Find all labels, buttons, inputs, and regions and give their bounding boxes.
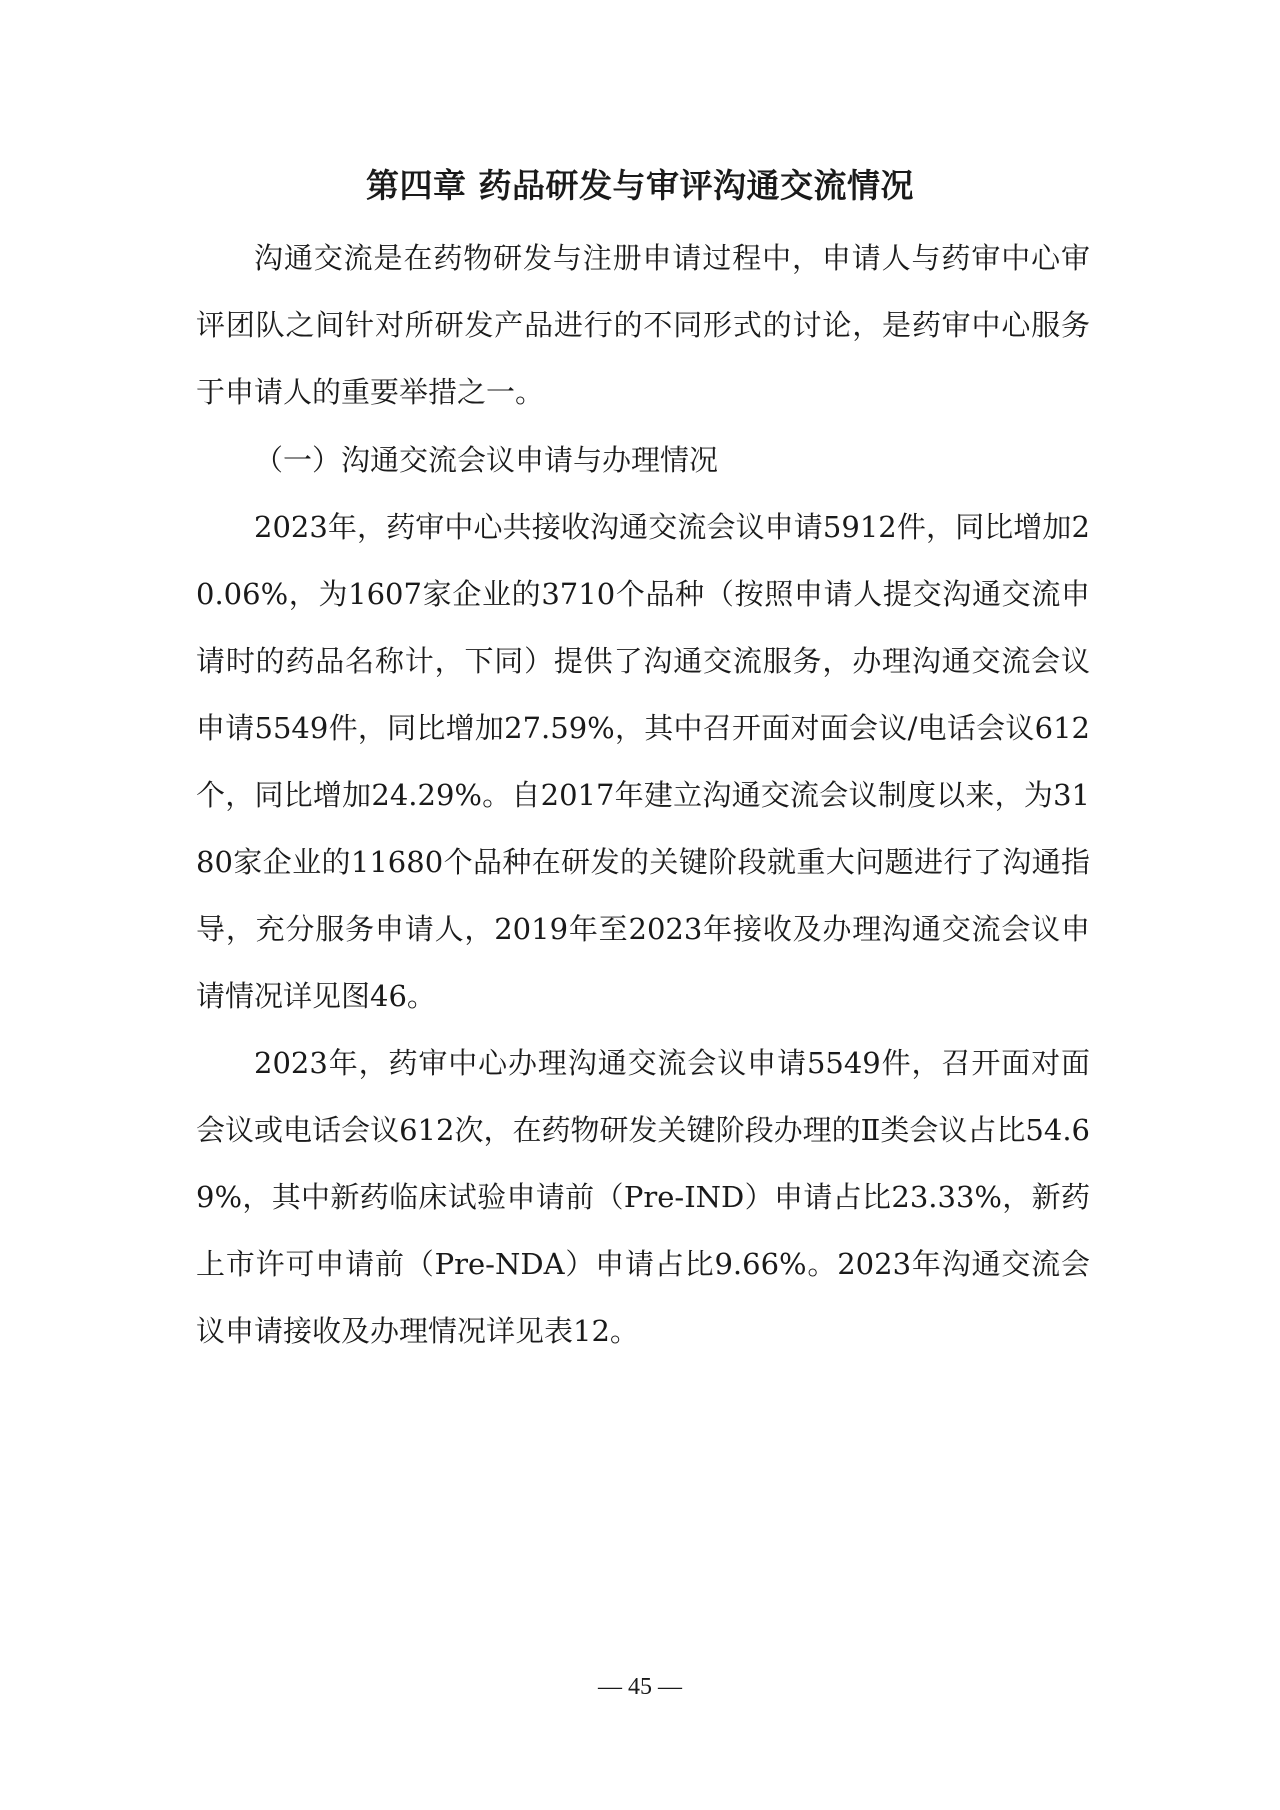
- chapter-title: 第四章 药品研发与审评沟通交流情况: [366, 166, 914, 205]
- meeting-handling-paragraph: 2023年，药审中心办理沟通交流会议申请5549件，召开面对面会议或电话会议612次，在药物研发关键阶段办理的Ⅱ类会议占比54.69%，其中新药临床试验申请前（Pre-IND）申请占比23.33%，新药上市许可申请前（Pre-NDA）申请占比9.66%。2023年沟通交流会议申请接收及办理情况详见表12。: [196, 1046, 1090, 1348]
- meeting-statistics-paragraph: 2023年，药审中心共接收沟通交流会议申请5912件，同比增加20.06%，为1607家企业的3710个品种（按照申请人提交沟通交流申请时的药品名称计，下同）提供了沟通交流服务，办理沟通交流会议申请5549件，同比增加27.59%，其中召开面对面会议/电话会议612个，同比增加24.29%。自2017年建立沟通交流会议制度以来，为3180家企业的11680个品种在研发的关键阶段就重大问题进行了沟通指导，充分服务申请人，2019年至2023年接收及办理沟通交流会议申请情况详见图46。: [196, 510, 1090, 1013]
- intro-paragraph: 沟通交流是在药物研发与注册申请过程中，申请人与药审中心审评团队之间针对所研发产品进行的不同形式的讨论，是药审中心服务于申请人的重要举措之一。: [196, 241, 1090, 409]
- page-number: — 45 —: [598, 1674, 682, 1700]
- section-heading: （一）沟通交流会议申请与办理情况: [254, 443, 719, 477]
